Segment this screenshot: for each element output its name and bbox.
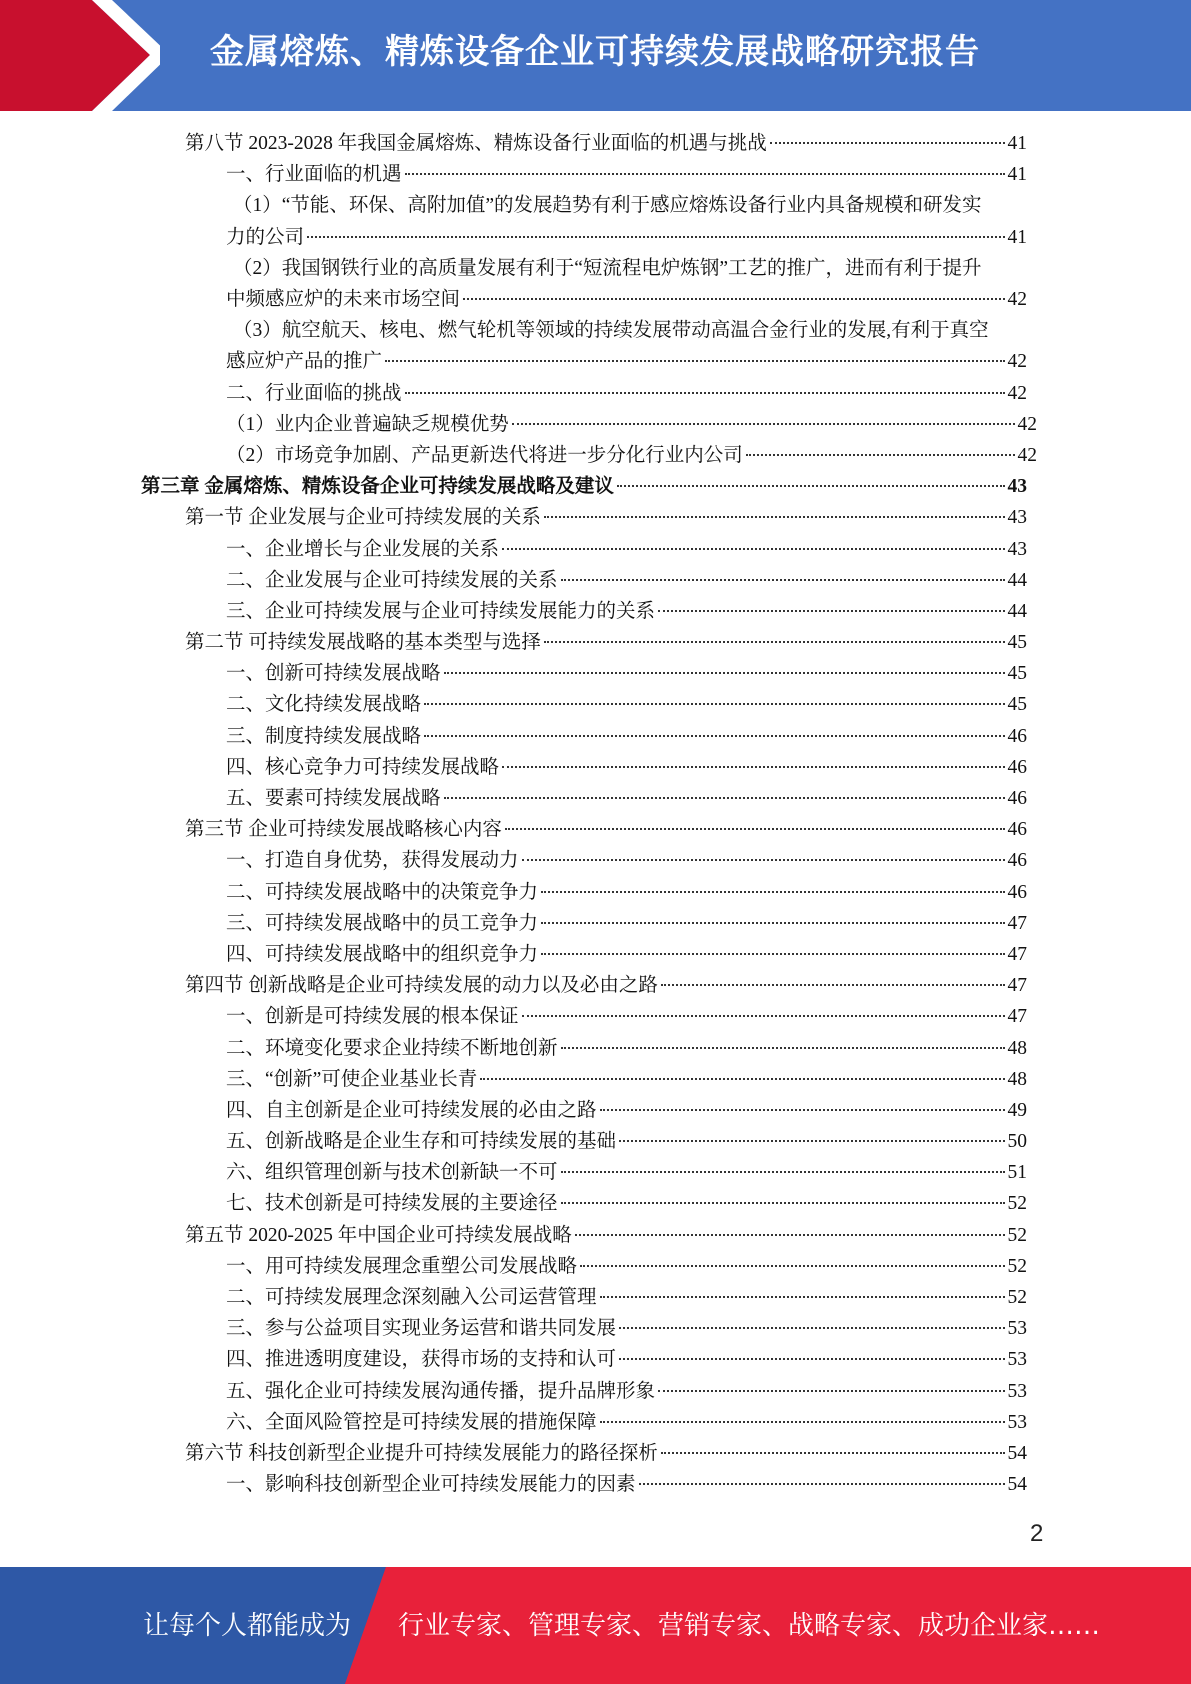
dot-leader bbox=[658, 1390, 1004, 1392]
dot-leader bbox=[544, 641, 1005, 643]
toc-entry-continuation bbox=[226, 222, 1027, 253]
toc-entry-text: 二、行业面临的挑战 bbox=[226, 382, 402, 404]
toc-entry[interactable] bbox=[0, 1095, 1027, 1126]
toc-page-number: 42 bbox=[1017, 413, 1037, 435]
toc-page-number: 41 bbox=[1007, 164, 1027, 186]
toc-entry[interactable] bbox=[0, 409, 1037, 440]
toc-entry[interactable] bbox=[0, 378, 1027, 409]
toc-page-number: 46 bbox=[1007, 788, 1027, 810]
dot-leader bbox=[480, 1078, 1004, 1080]
toc-page-number: 42 bbox=[1007, 382, 1027, 404]
toc-entry-text: 第六节 科技创新型企业提升可持续发展能力的路径探析 bbox=[185, 1442, 658, 1464]
toc-entry-text: 一、企业增长与企业发展的关系 bbox=[226, 538, 500, 560]
header-bar bbox=[0, 0, 1191, 111]
dot-leader bbox=[512, 423, 1015, 425]
toc-page-number: 52 bbox=[1007, 1287, 1027, 1309]
dot-leader bbox=[561, 579, 1005, 581]
toc-entry-text: 四、推进透明度建设，获得市场的支持和认可 bbox=[226, 1349, 617, 1371]
toc-entry[interactable] bbox=[0, 845, 1027, 876]
toc-entry-text: 五、创新战略是企业生存和可持续发展的基础 bbox=[226, 1131, 617, 1153]
toc-entry[interactable] bbox=[0, 440, 1037, 471]
dot-leader bbox=[600, 1109, 1005, 1111]
toc-page-number: 46 bbox=[1007, 725, 1027, 747]
toc-page-number: 53 bbox=[1007, 1318, 1027, 1340]
dot-leader bbox=[561, 1171, 1005, 1173]
toc-page-number: 45 bbox=[1007, 632, 1027, 654]
toc-page-number: 43 bbox=[1007, 507, 1027, 529]
toc-page-number: 48 bbox=[1007, 1068, 1027, 1090]
toc-entry[interactable] bbox=[0, 658, 1027, 689]
toc-entry[interactable] bbox=[0, 1157, 1027, 1188]
chevron-logo-icon bbox=[0, 0, 160, 111]
toc-entry-text: 七、技术创新是可持续发展的主要途径 bbox=[226, 1193, 558, 1215]
footer-slogan-left: 让每个人都能成为 bbox=[143, 1611, 352, 1641]
dot-leader bbox=[617, 485, 1005, 487]
dot-leader bbox=[522, 859, 1005, 861]
toc-entry-text: 第一节 企业发展与企业可持续发展的关系 bbox=[185, 507, 541, 529]
toc-page-number: 52 bbox=[1007, 1224, 1027, 1246]
toc-page-number: 54 bbox=[1007, 1442, 1027, 1464]
toc-entry-text: （1）“节能、环保、高附加值”的发展趋势有利于感应熔炼设备行业内具备规模和研发实 bbox=[233, 195, 982, 217]
dot-leader bbox=[661, 1452, 1005, 1454]
toc-entry[interactable] bbox=[0, 1033, 1027, 1064]
toc-entry[interactable] bbox=[0, 596, 1027, 627]
toc-entry[interactable] bbox=[0, 315, 1037, 377]
toc-entry[interactable] bbox=[0, 908, 1027, 939]
toc-entry-text: 六、全面风险管控是可持续发展的措施保障 bbox=[226, 1411, 597, 1433]
toc-entry[interactable] bbox=[0, 565, 1027, 596]
toc-entry-text: 二、可持续发展理念深刻融入公司运营管理 bbox=[226, 1287, 597, 1309]
toc-page-number: 42 bbox=[1007, 351, 1027, 373]
toc-entry-text: 一、创新可持续发展战略 bbox=[226, 663, 441, 685]
footer-banner bbox=[0, 1567, 1191, 1684]
dot-leader bbox=[405, 392, 1005, 394]
toc-entry[interactable] bbox=[0, 1188, 1027, 1219]
toc-page-number: 52 bbox=[1007, 1193, 1027, 1215]
toc-entry-continuation bbox=[226, 346, 1027, 377]
toc-page-number: 44 bbox=[1007, 600, 1027, 622]
dot-leader bbox=[541, 922, 1004, 924]
dot-leader bbox=[522, 1015, 1005, 1017]
dot-leader bbox=[619, 1358, 1004, 1360]
dot-leader bbox=[502, 548, 1004, 550]
toc-entry[interactable] bbox=[0, 1251, 1027, 1282]
toc-page-number: 43 bbox=[1007, 538, 1027, 560]
toc-entry[interactable] bbox=[0, 1282, 1027, 1313]
toc-entry-text: 第八节 2023-2028 年我国金属熔炼、精炼设备行业面临的机遇与挑战 bbox=[185, 133, 767, 154]
toc-page-number: 46 bbox=[1007, 819, 1027, 841]
dot-leader bbox=[600, 1296, 1005, 1298]
dot-leader bbox=[424, 735, 1004, 737]
toc-page-number: 45 bbox=[1007, 694, 1027, 716]
toc-entry-text: 四、可持续发展战略中的组织竞争力 bbox=[226, 943, 539, 965]
report-title: 金属熔炼、精炼设备企业可持续发展战略研究报告 bbox=[210, 32, 980, 72]
dot-leader bbox=[746, 454, 1015, 456]
dot-leader bbox=[405, 173, 1005, 175]
dot-leader bbox=[661, 984, 1005, 986]
toc-entry-text: （2）市场竞争加剧、产品更新迭代将进一步分化行业内公司 bbox=[226, 444, 743, 466]
dot-leader bbox=[619, 1327, 1004, 1329]
dot-leader bbox=[541, 953, 1004, 955]
toc-section[interactable] bbox=[0, 627, 1027, 658]
dot-leader bbox=[639, 1483, 1005, 1485]
toc-page-number: 41 bbox=[1007, 226, 1027, 248]
toc-page-number: 47 bbox=[1007, 975, 1027, 997]
table-of-contents bbox=[0, 128, 1191, 1500]
toc-page-number: 54 bbox=[1007, 1474, 1027, 1496]
toc-entry-text: （2）我国钢铁行业的高质量发展有利于“短流程电炉炼钢”工艺的推广，进而有利于提升 bbox=[233, 257, 982, 279]
dot-leader bbox=[505, 828, 1005, 830]
toc-entry-text: 第五节 2020-2025 年中国企业可持续发展战略 bbox=[185, 1224, 572, 1246]
toc-entry-text: 二、文化持续发展战略 bbox=[226, 694, 422, 716]
toc-page-number: 52 bbox=[1007, 1255, 1027, 1277]
toc-entry-text: 三、可持续发展战略中的员工竞争力 bbox=[226, 912, 539, 934]
toc-page-number: 50 bbox=[1007, 1131, 1027, 1153]
dot-leader bbox=[561, 1202, 1005, 1204]
toc-entry-text: 六、组织管理创新与技术创新缺一不可 bbox=[226, 1162, 558, 1184]
toc-section[interactable] bbox=[0, 502, 1027, 533]
toc-entry-text: 四、核心竞争力可持续发展战略 bbox=[226, 756, 500, 778]
toc-page-number: 41 bbox=[1007, 133, 1027, 154]
dot-leader bbox=[658, 610, 1004, 612]
toc-entry[interactable] bbox=[0, 190, 1037, 252]
toc-entry-text: 一、打造自身优势，获得发展动力 bbox=[226, 850, 519, 872]
toc-page-number: 49 bbox=[1007, 1099, 1027, 1121]
toc-entry-text: 一、影响科技创新型企业可持续发展能力的因素 bbox=[226, 1474, 636, 1496]
toc-entry[interactable] bbox=[0, 1469, 1027, 1500]
toc-entry-text: 四、自主创新是企业可持续发展的必由之路 bbox=[226, 1099, 597, 1121]
dot-leader bbox=[541, 891, 1004, 893]
dot-leader bbox=[307, 236, 1004, 238]
toc-entry-text: 第三章 金属熔炼、精炼设备企业可持续发展战略及建议 bbox=[141, 476, 614, 498]
toc-entry-text: 第二节 可持续发展战略的基本类型与选择 bbox=[185, 632, 541, 654]
toc-page-number: 53 bbox=[1007, 1349, 1027, 1371]
toc-page-number: 46 bbox=[1007, 756, 1027, 778]
toc-page-number: 43 bbox=[1007, 476, 1027, 498]
toc-page-number: 46 bbox=[1007, 850, 1027, 872]
toc-entry-text: 三、参与公益项目实现业务运营和谐共同发展 bbox=[226, 1318, 617, 1340]
toc-page-number: 47 bbox=[1007, 1006, 1027, 1028]
toc-section[interactable] bbox=[0, 128, 1027, 159]
toc-entry-text: 一、用可持续发展理念重塑公司发展战略 bbox=[226, 1255, 578, 1277]
toc-entry-text: 三、企业可持续发展与企业可持续发展能力的关系 bbox=[226, 600, 656, 622]
toc-page-number: 47 bbox=[1007, 943, 1027, 965]
dot-leader bbox=[575, 1234, 1005, 1236]
toc-entry-text: 二、可持续发展战略中的决策竞争力 bbox=[226, 881, 539, 903]
toc-section[interactable] bbox=[0, 970, 1027, 1001]
toc-entry[interactable] bbox=[0, 783, 1027, 814]
toc-page-number: 42 bbox=[1017, 444, 1037, 466]
toc-entry[interactable] bbox=[0, 1126, 1027, 1157]
dot-leader bbox=[424, 703, 1004, 705]
toc-entry-text: 五、要素可持续发展战略 bbox=[226, 788, 441, 810]
dot-leader bbox=[463, 298, 1004, 300]
toc-entry[interactable] bbox=[0, 534, 1027, 565]
dot-leader bbox=[444, 797, 1005, 799]
toc-page-number: 42 bbox=[1007, 288, 1027, 310]
toc-entry-text: 感应炉产品的推广 bbox=[226, 351, 383, 373]
toc-section[interactable] bbox=[0, 1220, 1027, 1251]
dot-leader bbox=[600, 1421, 1005, 1423]
toc-entry-text: 第三节 企业可持续发展战略核心内容 bbox=[185, 819, 502, 841]
dot-leader bbox=[385, 360, 1004, 362]
toc-entry-text: 二、企业发展与企业可持续发展的关系 bbox=[226, 569, 558, 591]
dot-leader bbox=[619, 1140, 1004, 1142]
dot-leader bbox=[444, 672, 1005, 674]
toc-page-number: 53 bbox=[1007, 1411, 1027, 1433]
toc-entry-text: 中频感应炉的未来市场空间 bbox=[226, 288, 461, 310]
toc-entry-text: 一、创新是可持续发展的根本保证 bbox=[226, 1006, 519, 1028]
toc-entry-text: 第四节 创新战略是企业可持续发展的动力以及必由之路 bbox=[185, 975, 658, 997]
page-number: 2 bbox=[1030, 1520, 1044, 1547]
toc-entry-text: 二、环境变化要求企业持续不断地创新 bbox=[226, 1037, 558, 1059]
toc-entry[interactable] bbox=[0, 1001, 1027, 1032]
toc-page-number: 44 bbox=[1007, 569, 1027, 591]
toc-entry-text: （3）航空航天、核电、燃气轮机等领域的持续发展带动高温合金行业的发展,有利于真空 bbox=[233, 320, 989, 342]
toc-entry[interactable] bbox=[0, 721, 1027, 752]
toc-entry-continuation bbox=[226, 284, 1027, 315]
footer-slogan-right: 行业专家、管理专家、营销专家、战略专家、成功企业家…… bbox=[398, 1611, 1101, 1641]
toc-entry[interactable] bbox=[0, 1376, 1027, 1407]
toc-entry[interactable] bbox=[0, 939, 1027, 970]
toc-entry-text: 三、制度持续发展战略 bbox=[226, 725, 422, 747]
dot-leader bbox=[544, 516, 1005, 518]
toc-entry[interactable] bbox=[0, 1344, 1027, 1375]
toc-chapter[interactable] bbox=[0, 471, 1027, 502]
toc-section[interactable] bbox=[0, 814, 1027, 845]
toc-entry-text: 一、行业面临的机遇 bbox=[226, 164, 402, 186]
dot-leader bbox=[770, 142, 1005, 144]
dot-leader bbox=[561, 1047, 1005, 1049]
toc-page-number: 48 bbox=[1007, 1037, 1027, 1059]
toc-entry[interactable] bbox=[0, 159, 1027, 190]
toc-page-number: 47 bbox=[1007, 912, 1027, 934]
toc-entry-text: （1）业内企业普遍缺乏规模优势 bbox=[226, 413, 509, 435]
toc-entry-text: 力的公司 bbox=[226, 226, 305, 248]
toc-entry[interactable] bbox=[0, 689, 1027, 720]
toc-entry[interactable] bbox=[0, 1064, 1027, 1095]
toc-page-number: 46 bbox=[1007, 881, 1027, 903]
toc-entry-text: 三、“创新”可使企业基业长青 bbox=[226, 1068, 478, 1090]
toc-page-number: 53 bbox=[1007, 1380, 1027, 1402]
toc-entry[interactable] bbox=[0, 877, 1027, 908]
toc-entry[interactable] bbox=[0, 253, 1037, 315]
toc-entry[interactable] bbox=[0, 1407, 1027, 1438]
toc-entry[interactable] bbox=[0, 1313, 1027, 1344]
toc-page-number: 51 bbox=[1007, 1162, 1027, 1184]
dot-leader bbox=[580, 1265, 1004, 1267]
dot-leader bbox=[502, 766, 1004, 768]
toc-page-number: 45 bbox=[1007, 663, 1027, 685]
toc-entry[interactable] bbox=[0, 752, 1027, 783]
toc-entry-text: 五、强化企业可持续发展沟通传播，提升品牌形象 bbox=[226, 1380, 656, 1402]
toc-section[interactable] bbox=[0, 1438, 1027, 1469]
